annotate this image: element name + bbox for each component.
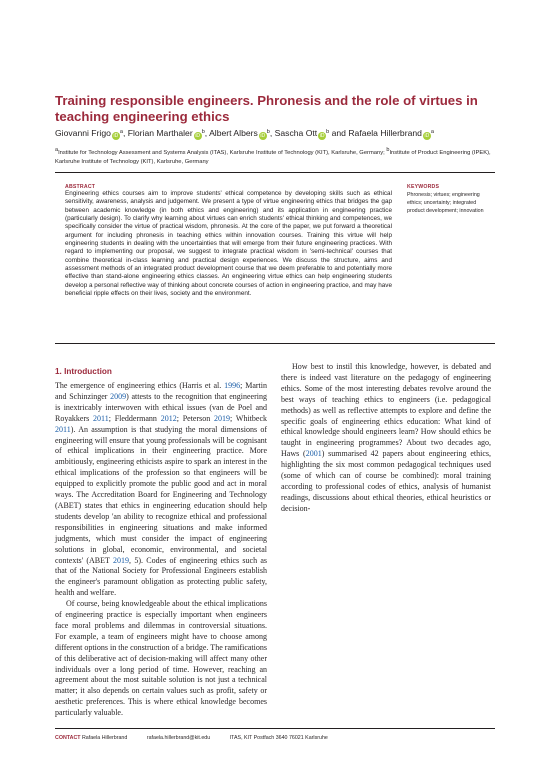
abstract-heading: ABSTRACT (65, 184, 96, 190)
affiliation-marker: b (326, 129, 330, 135)
footer-divider (55, 728, 495, 729)
contact-address: ITAS, KIT Postfach 3640 76021 Karlsruhe (229, 735, 328, 741)
affiliation-text: Institute for Technology Assessment and Systems Analysis (ITAS), Karlsruhe Institute of Technology (KIT), Karlsruhe, Germany; (58, 150, 387, 156)
author-separator: , (204, 128, 210, 138)
body-paragraph: The emergence of engineering ethics (Harris et al. 1996; Martin and Schinzinger 2009) attests to the recognition that engineering is inextricably interwoven with ethical issues (van de Poel and Royakkers 2011; Fleddermann 2012; Peterson 2019; Whitbeck 2011). An assumption is that studying the moral dimensions of engineering will ensure that young professionals will be cognisant of ethical implications in their engineering practice. More ambitiously, engineering ethicists aspire to spark an interest in the ethical implications of the profession so that engineers will be equipped to explicitly promote the public good and act in moral ways. The Accreditation Board for Engineering and Technology (ABET) states that ethics in engineering education should help students develop 'an ability to recognize ethical and professional responsibilities in engineering situations and make informed judgments, which must consider the impact of engineering solutions in global, economic, environmental, and societal contexts' (ABET 2019, 5). Codes of engineering ethics such as that of the National Society for Professional Engineers establish the engineer's paramount obligation as protecting public safety, health and welfare. (55, 381, 268, 598)
affiliation-marker: b (201, 129, 205, 135)
orcid-icon[interactable]: iD (195, 133, 201, 139)
author-name[interactable]: Albert Albers (209, 128, 258, 138)
citation-link[interactable]: 2009 (110, 391, 127, 401)
author-list (55, 127, 495, 140)
body-column-left (55, 381, 267, 719)
orcid-icon[interactable]: iD (260, 133, 266, 139)
author-separator: and (329, 128, 349, 138)
contact-name: Rafaela Hillerbrand (81, 735, 128, 741)
affiliation-marker: a (119, 129, 123, 135)
author-name[interactable]: Sascha Ott (274, 128, 318, 138)
author-name[interactable]: Rafaela Hillerbrand (348, 128, 422, 138)
affiliation-marker: b (266, 129, 270, 135)
affiliation-marker: a (430, 129, 434, 135)
citation-link[interactable]: 1996 (224, 381, 241, 390)
body-column-right (281, 362, 491, 515)
body-paragraph: How best to instil this knowledge, however, is debated and there is indeed vast literature on the pedagogy of engineering ethics. Some of the most interesting debates revolve around the best ways of teaching ethics to engineers (i.e. pedagogical methods) as well as reflective attempts to explore and define the specific goals of engineering ethics education: What kind of ethical knowledge should engineers learn? How should ethics be taught in engineering programmes? About two decades ago, Haws (2001) summarised 42 papers about engineering ethics, highlighting the six most common pedagogical techniques used (some of which can of course be combined): moral training according to professional codes of ethics, analysis of humanist readings, discussions about ethical theories, ethical heuristics or decision- (281, 362, 491, 513)
author-separator: , (122, 128, 128, 138)
body-paragraph: Of course, being knowledgeable about the ethical implications of engineering practice is especially important when engineers face moral problems and dilemmas in controversial situations. For example, a team of engineers might have to choose among different options in the construction of a bridge. The ramifications of this deliberative act of decision-making will affect many other individuals over a long period of time. However, reaching an agreement about the most suitable solution is not just a technical matter; it also depends on certain values such as profit, safety or aesthetic preferences. This is where ethical knowledge becomes particularly valuable. (55, 599, 267, 718)
citation-link[interactable]: 2011 (93, 413, 109, 423)
affiliations (55, 146, 495, 167)
orcid-icon[interactable]: iD (424, 133, 430, 139)
header-divider (55, 172, 495, 173)
affiliation-text: Institute of Product Engineering (IPEK), Karlsruhe Institute of Technology (KIT), Karlsruhe, Germany (55, 150, 491, 165)
orcid-icon[interactable]: iD (319, 133, 325, 139)
citation-link[interactable]: 2012 (160, 413, 177, 423)
section-heading-introduction: 1. Introduction (55, 367, 112, 376)
abstract-text: Engineering ethics courses aim to improve students' ethical competence by developing skills such as ethical sensitivity, awareness, analysis and judgement. We present a type of virtue engineering ethics that bridges the gap between academic knowledge (in both ethics and engineering) and its application in engineering practice (particularly design). To clarify why learning about virtues can enrich students' ethical thinking and competences, we specifically consider the virtue of practical wisdom, phronesis. At the core of the paper, we put forward a theoretical argument for including phronesis in teaching ethics within innovation courses. Training this virtue will help engineering students in dealing with the uncertainties that will emerge from their future engineering practices. With regard to implementing our proposal, we suggest to integrate practical wisdom in 'semi-technical' courses that combine theoretical in-class learning and practical design experiences. We discuss the structure, aims and assessment methods of an integrated product development course that we deem preferable to and potentially more effective than stand-alone engineering ethics classes. An engineering virtue ethics can help engineering students develop a personal reflective way of thinking about concrete courses of action in engineering practice, and may have beneficial ripple effects on their lives, society and the environment. (65, 190, 392, 298)
orcid-icon[interactable]: iD (113, 133, 119, 139)
affiliation-key: b (386, 147, 390, 153)
affiliation-key: a (55, 147, 59, 153)
citation-link[interactable]: 2011 (55, 424, 71, 434)
keywords-text: Phronesis; virtues; engineering ethics; uncertainty; integrated product development; innovation (407, 192, 484, 215)
contact-footer (55, 735, 346, 741)
citation-link[interactable]: 2001 (305, 449, 322, 459)
author-name[interactable]: Giovanni Frigo (55, 128, 111, 138)
paper-title: Training responsible engineers. Phronesis and the role of virtues in teaching engineering ethics (55, 93, 478, 124)
citation-link[interactable]: 2019 (113, 555, 130, 565)
citation-link[interactable]: 2019 (214, 413, 231, 423)
keywords-heading: KEYWORDS (407, 184, 440, 190)
contact-email[interactable]: rafaela.hillerbrand@kit.edu (146, 735, 211, 741)
author-name[interactable]: Florian Marthaler (127, 128, 193, 138)
author-separator: , (269, 128, 275, 138)
contact-label: CONTACT (55, 735, 81, 741)
abstract-divider (55, 343, 495, 344)
